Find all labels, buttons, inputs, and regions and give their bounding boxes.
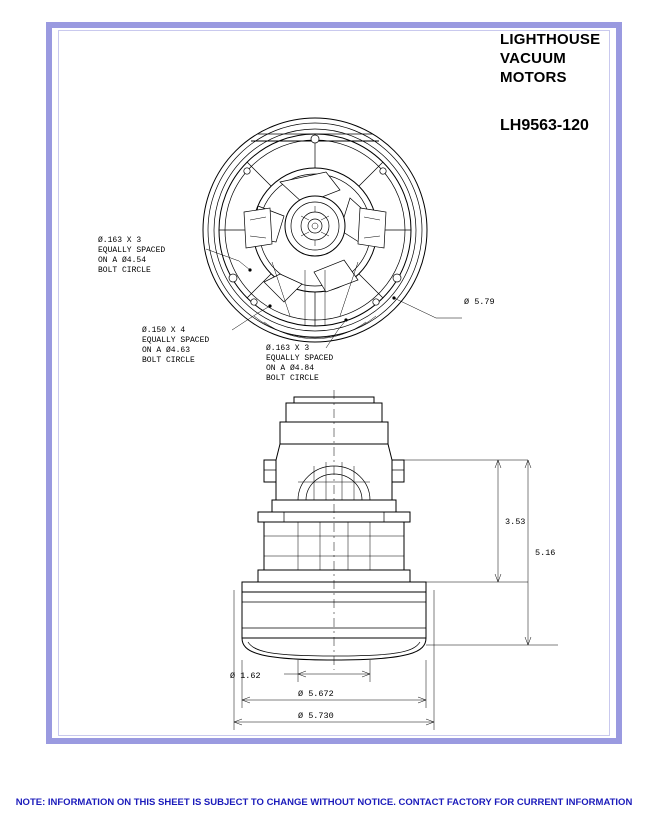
brand-line-3: MOTORS [500,69,567,86]
brand-line-1: LIGHTHOUSE [500,31,601,48]
callout-center-lower-line-3: ON A Ø4.84 [266,364,315,373]
callout-left-upper [98,236,165,275]
callout-center-lower-line-1: Ø.163 X 3 [266,344,310,353]
callout-left-lower-line-2: EQUALLY SPACED [142,336,210,345]
dim-body-diameter: Ø 5.672 [298,689,334,699]
callout-center-lower-line-4: BOLT CIRCLE [266,374,319,383]
callout-left-upper-line-3: ON A Ø4.54 [98,256,147,265]
model-number: LH9563-120 [500,117,589,134]
callout-left-upper-line-1: Ø.163 X 3 [98,236,142,245]
dim-flange-diameter: Ø 5.730 [298,711,334,721]
footer-note: NOTE: INFORMATION ON THIS SHEET IS SUBJECT TO CHANGE WITHOUT NOTICE. CONTACT FACTORY FOR CURRENT INFORMATION [15,797,633,808]
callout-left-lower-line-4: BOLT CIRCLE [142,356,195,365]
dim-height-upper: 3.53 [505,517,526,527]
dim-inlet-diameter: Ø 1.62 [230,671,261,681]
callout-left-lower-line-3: ON A Ø4.63 [142,346,191,355]
dim-height-total: 5.16 [535,548,556,558]
callout-left-lower [142,326,209,365]
brand-line-2: VACUUM [500,50,566,67]
callout-left-upper-line-4: BOLT CIRCLE [98,266,151,275]
side-view-motor-section [242,390,426,670]
top-view-motor-face [203,118,427,342]
callout-center-lower [266,344,333,383]
callout-outer-diameter: Ø 5.79 [464,297,495,307]
callout-left-lower-line-1: Ø.150 X 4 [142,326,186,335]
callout-center-lower-line-2: EQUALLY SPACED [266,354,334,363]
callout-left-upper-line-2: EQUALLY SPACED [98,246,166,255]
technical-drawing [58,30,610,736]
